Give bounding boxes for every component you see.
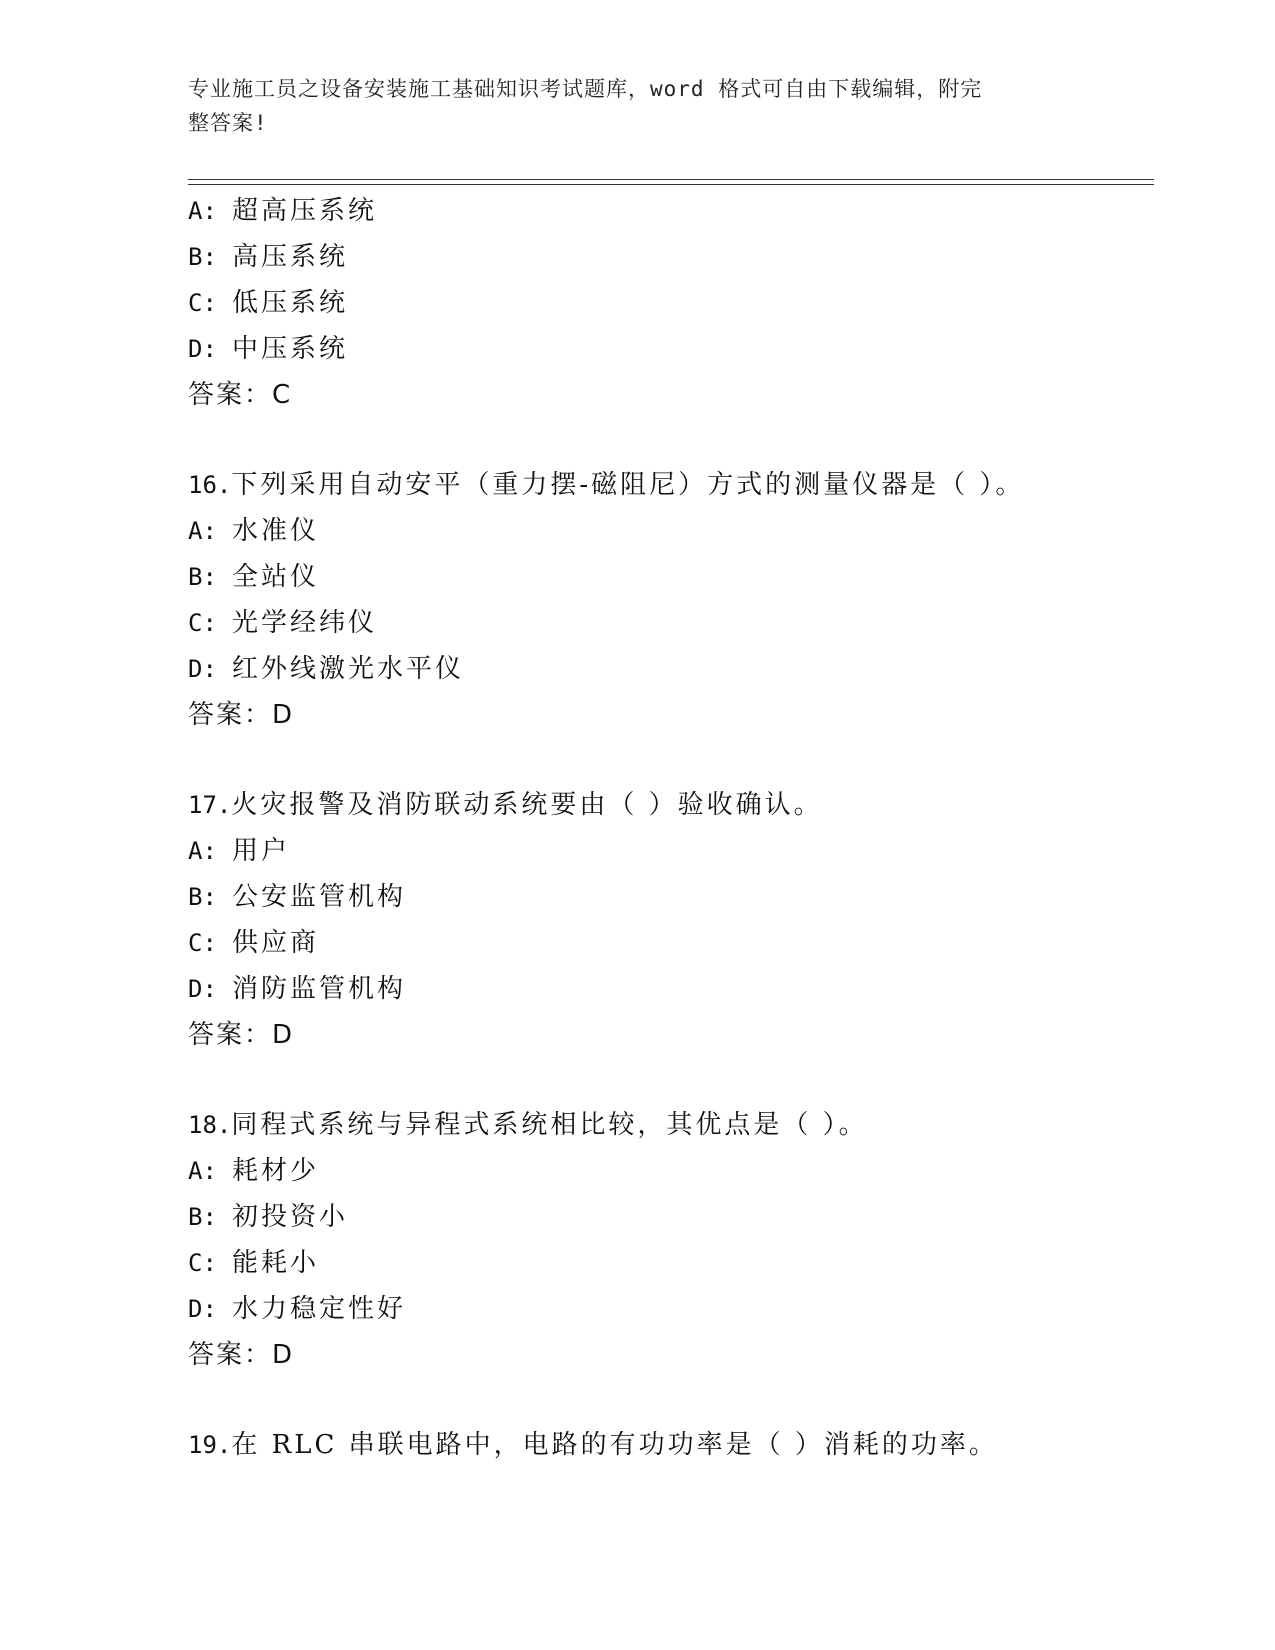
question-stem: 17.火灾报警及消防联动系统要由（ ）验收确认。 <box>188 790 823 820</box>
option-d: D: 中压系统 <box>188 334 349 364</box>
option-b: B: 初投资小 <box>188 1202 349 1232</box>
option-a: A: 用户 <box>188 836 291 866</box>
question-16 <box>188 462 1148 738</box>
question-17 <box>188 782 1148 1058</box>
header-rule-bottom <box>188 184 1154 185</box>
option-c: C: 光学经纬仪 <box>188 608 378 638</box>
option-a: A: 水准仪 <box>188 516 320 546</box>
option-d: D: 水力稳定性好 <box>188 1294 407 1324</box>
option-a: A: 耗材少 <box>188 1156 320 1186</box>
question-18 <box>188 1102 1148 1378</box>
document-header <box>188 72 1088 140</box>
option-b: B: 全站仪 <box>188 562 320 592</box>
question-list <box>188 188 1148 1468</box>
option-b: B: 高压系统 <box>188 242 349 272</box>
answer: 答案：D <box>188 700 295 730</box>
answer: 答案：D <box>188 1020 295 1050</box>
question-stem: 16.下列采用自动安平（重力摆-磁阻尼）方式的测量仪器是（ ）。 <box>188 470 1025 500</box>
answer: 答案：C <box>188 380 293 410</box>
question-19 <box>188 1422 1148 1468</box>
option-c: C: 低压系统 <box>188 288 349 318</box>
question-stem: 18.同程式系统与异程式系统相比较，其优点是（ ）。 <box>188 1110 868 1140</box>
header-rule-top <box>188 179 1154 180</box>
question-stem: 19.在 RLC 串联电路中，电路的有功功率是（ ）消耗的功率。 <box>188 1430 998 1460</box>
option-a: A: 超高压系统 <box>188 196 378 226</box>
option-c: C: 供应商 <box>188 928 320 958</box>
option-c: C: 能耗小 <box>188 1248 320 1278</box>
option-d: D: 消防监管机构 <box>188 974 407 1004</box>
option-b: B: 公安监管机构 <box>188 882 407 912</box>
question-15 <box>188 188 1148 418</box>
option-d: D: 红外线激光水平仪 <box>188 654 465 684</box>
header-line-2: 整答案! <box>188 111 268 135</box>
header-line-1: 专业施工员之设备安装施工基础知识考试题库，word 格式可自由下载编辑，附完 <box>188 77 983 101</box>
answer: 答案：D <box>188 1340 295 1370</box>
